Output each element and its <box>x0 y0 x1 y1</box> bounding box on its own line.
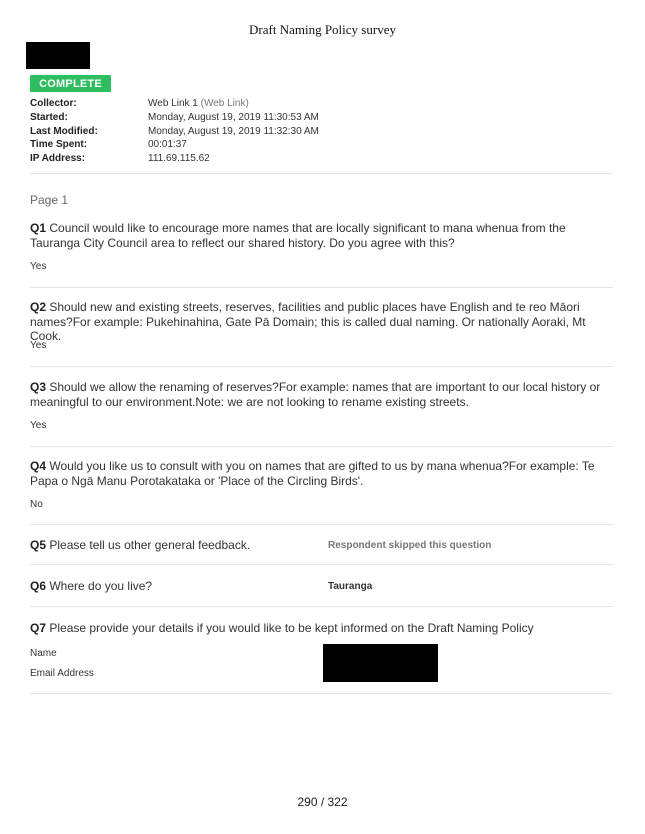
divider <box>30 446 613 447</box>
question-text: Should we allow the renaming of reserves?For example: names that are important to our local history or meaningful to our environment.Note: we are not looking to rename existing streets. <box>30 380 601 409</box>
meta-label: Collector: <box>30 98 77 109</box>
collector-type: (Web Link) <box>200 98 249 109</box>
meta-value <box>148 97 249 111</box>
divider <box>30 693 613 694</box>
meta-value: 111.69.115.62 <box>148 153 210 165</box>
question-text: Please provide your details if you would like to be kept informed on the Draft Naming Policy <box>49 621 534 635</box>
question-q4 <box>30 459 613 488</box>
meta-value: Monday, August 19, 2019 11:30:53 AM <box>148 111 319 123</box>
redacted-logo-block <box>26 42 90 69</box>
meta-ip-row <box>30 152 319 166</box>
meta-value: Monday, August 19, 2019 11:32:30 AM <box>148 125 319 137</box>
question-text: Should new and existing streets, reserves, facilities and public places have English and te reo Māori names?For example: Pukehinahina, Gate Pā Domain; this is called dual naming. Or nationally Aoraki, Mt Cook. <box>30 300 586 343</box>
field-label-email: Email Address <box>30 668 94 679</box>
meta-label: Last Modified: <box>30 125 98 137</box>
collector-name: Web Link 1 <box>148 98 198 109</box>
divider <box>30 366 613 367</box>
answer-q4: No <box>30 499 43 510</box>
answer-q1: Yes <box>30 261 47 272</box>
question-q7 <box>30 621 613 636</box>
status-badge: COMPLETE <box>30 75 111 92</box>
question-number: Q4 <box>30 459 47 473</box>
answer-q6: Tauranga <box>328 581 373 592</box>
question-number: Q3 <box>30 380 47 394</box>
meta-label: Started: <box>30 111 68 123</box>
divider <box>30 287 613 288</box>
meta-label: IP Address: <box>30 153 86 165</box>
divider <box>30 564 613 565</box>
skipped-notice: Respondent skipped this question <box>328 540 492 551</box>
meta-value: 00:01:37 <box>148 139 187 151</box>
question-text: Please tell us other general feedback. <box>49 538 251 552</box>
question-number: Q6 <box>30 579 47 593</box>
divider <box>30 173 613 174</box>
answer-q3: Yes <box>30 420 47 431</box>
survey-title: Draft Naming Policy survey <box>249 22 396 37</box>
question-number: Q2 <box>30 300 47 314</box>
question-q1 <box>30 221 613 250</box>
question-number: Q5 <box>30 538 47 552</box>
meta-modified-row <box>30 125 319 139</box>
question-text: Would you like us to consult with you on names that are gifted to us by mana whenua?For example: Te Papa o Ngā Manu Porotakataka or 'Place of the Circling Birds'. <box>30 459 595 488</box>
answer-q2: Yes <box>30 340 47 351</box>
divider <box>30 606 613 607</box>
question-q3 <box>30 380 613 409</box>
meta-time-row <box>30 138 319 152</box>
question-q6 <box>30 579 320 594</box>
question-text: Council would like to encourage more names that are locally significant to mana whenua from the Tauranga City Council area to reflect our shared history. Do you agree with this? <box>30 221 566 250</box>
divider <box>30 524 613 525</box>
question-q2 <box>30 300 613 344</box>
page-number: 290 / 322 <box>297 795 348 809</box>
question-text: Where do you live? <box>49 579 153 593</box>
field-label-name: Name <box>30 648 57 659</box>
meta-collector-row <box>30 97 319 111</box>
question-q5 <box>30 538 320 553</box>
question-number: Q7 <box>30 621 47 635</box>
meta-started-row <box>30 111 319 125</box>
question-number: Q1 <box>30 221 47 235</box>
redacted-contact-details <box>323 644 438 682</box>
respondent-meta <box>30 97 319 166</box>
page-label: Page 1 <box>30 193 69 207</box>
meta-label: Time Spent: <box>30 139 88 151</box>
